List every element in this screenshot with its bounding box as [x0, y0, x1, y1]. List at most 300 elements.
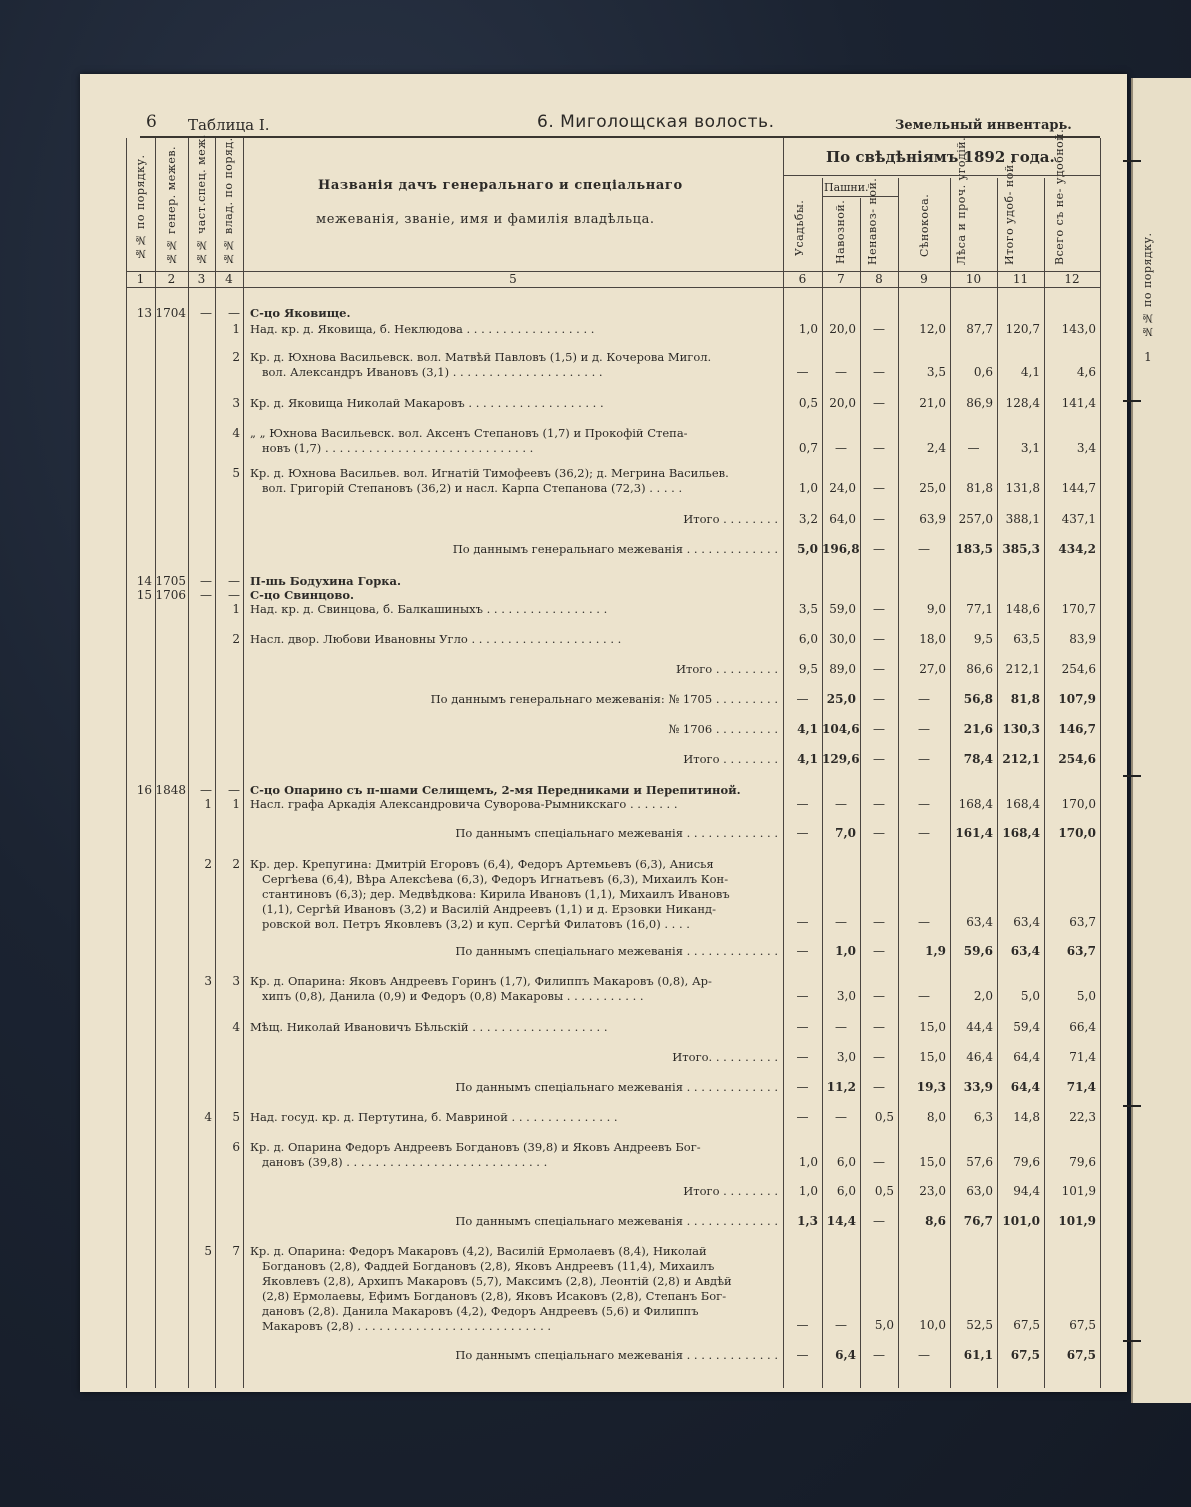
binding-mark	[1123, 1105, 1141, 1107]
adjacent-page	[1131, 78, 1191, 1403]
row-number: 14	[136, 574, 152, 588]
col-header-11: Итого удоб- ной.	[1003, 160, 1016, 265]
grid-line	[126, 287, 1100, 288]
column-number: 11	[1012, 272, 1029, 286]
owner-entry-line: Сергѣева (6,4), Вѣра Алексѣева (6,3), Федоръ Игнатьевъ (6,3), Михаилъ Кон-	[262, 872, 729, 886]
value-cell: —	[918, 826, 930, 840]
grid-line	[822, 196, 898, 197]
value-cell: 101,9	[1061, 1184, 1096, 1198]
value-cell: 86,9	[966, 396, 993, 410]
value-cell: 146,7	[1058, 722, 1096, 736]
subtotal-label: По даннымъ спеціальнаго межеванія . . . . . . . . . . . . .	[455, 1080, 778, 1094]
special-survey-number: 1	[204, 797, 212, 811]
value-cell: —	[835, 1020, 847, 1034]
value-cell: 20,0	[829, 322, 856, 336]
adjacent-col-label: №№ по порядку.	[1141, 232, 1154, 339]
value-cell: 0,5	[798, 396, 818, 410]
value-cell: 5,0	[874, 1318, 894, 1332]
value-cell: —	[796, 915, 809, 929]
value-cell: 25,0	[919, 481, 946, 495]
subtotal-label: По даннымъ генеральнаго межеванія: № 1705 . . . . . . . . .	[430, 692, 778, 706]
value-cell: 77,1	[966, 602, 993, 616]
value-cell: —	[873, 1020, 885, 1034]
owner-entry: Насл. графа Аркадія Александровича Суворова-Рымникскаго . . . . . . .	[250, 797, 678, 811]
value-cell: 170,0	[1058, 826, 1096, 840]
owner-entry-line: Яковлевъ (2,8), Архипъ Макаровъ (5,7), Максимъ (2,8), Леонтій (2,8) и Авдѣй	[262, 1274, 732, 1288]
adjacent-col-number: 1	[1144, 350, 1152, 364]
section-title: Земельный инвентарь.	[895, 118, 1072, 133]
grid-line	[860, 198, 861, 1388]
general-survey-number: 1848	[155, 783, 186, 797]
col-header-6: Усадьбы.	[793, 199, 806, 256]
owner-entry-line: (1,1), Сергѣй Ивановъ (3,2) и Василій Андреевъ (1,1) и д. Ерзовки Никанд-	[262, 902, 716, 916]
value-cell: 10,0	[919, 1318, 946, 1332]
value-cell: 79,6	[1013, 1155, 1040, 1169]
value-cell: 63,5	[1013, 632, 1040, 646]
value-cell: 1,9	[925, 944, 946, 958]
value-cell: 76,7	[963, 1214, 993, 1228]
owner-entry-line: Богдановъ (2,8), Фаддей Богдановъ (2,8), Яковъ Андреевъ (11,4), Михаилъ	[262, 1259, 715, 1273]
subtotal-label: Итого . . . . . . . . .	[675, 662, 778, 676]
value-cell: 61,1	[963, 1348, 993, 1362]
value-cell: 128,4	[1005, 396, 1040, 410]
value-cell: 4,1	[797, 752, 818, 766]
col-header-10: Лѣса и проч. угодій.	[955, 136, 968, 265]
grid-line	[1100, 138, 1101, 1388]
value-cell: 64,4	[1013, 1050, 1040, 1064]
binding-mark	[1123, 400, 1141, 402]
grid-line	[155, 138, 156, 1388]
value-cell: 57,6	[966, 1155, 993, 1169]
owner-entry: Над. кр. д. Яковища, б. Неклюдова . . . . . . . . . . . . . . . . . .	[250, 322, 595, 336]
grid-line	[126, 271, 1100, 272]
value-cell: —	[873, 512, 885, 526]
value-cell: —	[967, 441, 980, 455]
value-cell: —	[873, 441, 885, 455]
value-cell: —	[796, 1020, 809, 1034]
value-cell: 1,3	[797, 1214, 818, 1228]
value-cell: —	[918, 1348, 930, 1362]
grid-line	[188, 138, 189, 1388]
value-cell: 101,0	[1002, 1214, 1040, 1228]
owner-entry-line: ровской вол. Петръ Яковлевъ (3,2) и куп. Сергѣй Филатовъ (16,0) . . . .	[262, 917, 690, 931]
value-cell: 81,8	[1010, 692, 1040, 706]
col-header-9: Сѣнокоса.	[918, 193, 931, 257]
value-cell: 1,0	[798, 1155, 818, 1169]
value-cell: 81,8	[966, 481, 993, 495]
value-cell: 71,4	[1066, 1080, 1096, 1094]
owner-entry: „ „ Юхнова Васильевск. вол. Аксенъ Степановъ (1,7) и Прокофій Степа-	[250, 426, 688, 440]
value-cell: 3,0	[836, 989, 856, 1003]
value-cell: 0,7	[798, 441, 818, 455]
owner-number: —	[228, 783, 240, 797]
special-survey-number: 4	[204, 1110, 212, 1124]
owner-number: 1	[232, 797, 240, 811]
col-header-3: №№ част.спец. меж.	[195, 134, 208, 265]
value-cell: 6,0	[798, 632, 818, 646]
grid-line	[783, 175, 1100, 176]
owner-number: 1	[232, 322, 240, 336]
owner-number: 1	[232, 602, 240, 616]
subtotal-label: По даннымъ спеціальнаго межеванія . . . . . . . . . . . . .	[455, 1214, 778, 1228]
value-cell: —	[873, 481, 885, 495]
value-cell: 67,5	[1066, 1348, 1096, 1362]
column-number: 12	[1064, 272, 1080, 286]
owner-entry: Кр. д. Опарина Федоръ Андреевъ Богдановъ (39,8) и Яковъ Андреевъ Бог-	[250, 1140, 701, 1154]
value-cell: 67,5	[1069, 1318, 1096, 1332]
column-number: 6	[798, 272, 807, 286]
value-cell: 9,5	[973, 632, 993, 646]
column-number: 2	[167, 272, 176, 286]
estate-name: П-шь Бодухина Горка.	[250, 574, 401, 588]
page-number: 6	[146, 112, 157, 132]
estate-name: С-цо Свинцово.	[250, 588, 355, 602]
value-cell: 141,4	[1061, 396, 1096, 410]
value-cell: 148,6	[1005, 602, 1040, 616]
value-cell: 20,0	[829, 396, 856, 410]
col-header-8: Ненавоз- ной.	[866, 177, 879, 265]
value-cell: 168,4	[958, 797, 993, 811]
column-number: 4	[225, 272, 233, 286]
value-cell: 71,4	[1069, 1050, 1096, 1064]
col-header-12: Всего съ не- удобной.	[1053, 128, 1066, 265]
value-cell: 63,4	[1013, 915, 1040, 929]
value-cell: —	[796, 1348, 809, 1362]
owner-entry-line: (2,8) Ермолаевы, Ефимъ Богдановъ (2,8), Яковъ Исаковъ (2,8), Степанъ Бог-	[262, 1289, 727, 1303]
value-cell: —	[873, 826, 885, 840]
general-survey-number: 1706	[155, 588, 186, 602]
value-cell: 67,5	[1010, 1348, 1040, 1362]
general-survey-number: 1704	[155, 306, 186, 320]
owner-number: 2	[232, 857, 240, 871]
value-cell: 107,9	[1058, 692, 1096, 706]
estate-name: С-цо Яковище.	[250, 306, 351, 320]
value-cell: 143,0	[1061, 322, 1096, 336]
value-cell: —	[873, 322, 885, 336]
owner-entry-line: дановъ (2,8). Данила Макаровъ (4,2), Федоръ Андреевъ (5,6) и Филиппъ	[262, 1304, 699, 1318]
owner-entry-continued: хипъ (0,8), Данила (0,9) и Федоръ (0,8) Макаровы . . . . . . . . . . .	[262, 989, 644, 1003]
value-cell: 1,0	[835, 944, 856, 958]
column-number: 9	[920, 272, 928, 286]
value-cell: —	[918, 989, 930, 1003]
value-cell: 254,6	[1061, 662, 1096, 676]
value-cell: 83,9	[1069, 632, 1096, 646]
value-cell: —	[835, 441, 847, 455]
value-cell: 4,6	[1076, 365, 1096, 379]
owner-number: 4	[232, 426, 240, 440]
subtotal-label: № 1706 . . . . . . . . .	[668, 722, 778, 736]
value-cell: 27,0	[919, 662, 946, 676]
value-cell: 14,4	[826, 1214, 856, 1228]
grid-line	[215, 138, 216, 1388]
group-header: По свѣдѣніямъ 1892 года.	[826, 148, 1055, 166]
value-cell: 434,2	[1058, 542, 1096, 556]
value-cell: 168,4	[1005, 797, 1040, 811]
value-cell: 8,6	[925, 1214, 946, 1228]
value-cell: 0,6	[973, 365, 993, 379]
page-title: 6. Миголощская волость.	[537, 112, 775, 132]
owner-number: —	[228, 306, 240, 320]
grid-line	[126, 138, 127, 1388]
value-cell: —	[873, 365, 885, 379]
value-cell: 9,0	[926, 602, 946, 616]
special-survey-number: 5	[204, 1244, 212, 1258]
value-cell: 59,0	[829, 602, 856, 616]
owner-entry-line: стантиновъ (6,3); дер. Медвѣдкова: Кирила Ивановъ (1,1), Михаилъ Ивановъ	[262, 887, 730, 901]
value-cell: 21,6	[963, 722, 993, 736]
value-cell: 6,3	[973, 1110, 993, 1124]
value-cell: 30,0	[829, 632, 856, 646]
value-cell: 23,0	[919, 1184, 946, 1198]
value-cell: 21,0	[919, 396, 946, 410]
value-cell: —	[796, 365, 809, 379]
value-cell: 3,5	[926, 365, 946, 379]
col-header-5-line1: Названія дачъ генеральнаго и спеціальнаго	[318, 178, 683, 193]
table-label: Таблица I.	[188, 116, 270, 134]
grid-line	[243, 138, 244, 1388]
value-cell: 3,5	[798, 602, 818, 616]
value-cell: —	[918, 752, 930, 766]
value-cell: 63,7	[1066, 944, 1096, 958]
value-cell: —	[835, 915, 847, 929]
value-cell: —	[873, 1080, 885, 1094]
subtotal-label: Итого . . . . . . . .	[683, 1184, 778, 1198]
value-cell: 9,5	[798, 662, 818, 676]
grid-line	[822, 178, 823, 1388]
value-cell: —	[873, 915, 885, 929]
owner-number: 4	[232, 1020, 240, 1034]
column-number: 8	[875, 272, 883, 286]
value-cell: —	[873, 944, 885, 958]
special-survey-number: —	[200, 306, 212, 320]
pashni-header: Пашни.	[824, 181, 869, 194]
col-header-1: №№ по порядку.	[134, 154, 147, 261]
owner-entry: Мѣщ. Николай Ивановичъ Бѣльскій . . . . . . . . . . . . . . . . . . .	[250, 1020, 608, 1034]
owner-entry-line: Кр. д. Опарина: Федоръ Макаровъ (4,2), Василій Ермолаевъ (8,4), Николай	[250, 1244, 707, 1258]
value-cell: —	[918, 722, 930, 736]
value-cell: 89,0	[829, 662, 856, 676]
value-cell: —	[873, 1348, 885, 1362]
grid-line	[997, 178, 998, 1388]
value-cell: —	[796, 1318, 809, 1332]
value-cell: —	[918, 692, 930, 706]
value-cell: 183,5	[955, 542, 993, 556]
value-cell: 14,8	[1013, 1110, 1040, 1124]
value-cell: 131,8	[1005, 481, 1040, 495]
owner-number: 3	[232, 974, 240, 988]
value-cell: 6,0	[836, 1184, 856, 1198]
value-cell: —	[873, 1214, 885, 1228]
value-cell: 3,0	[836, 1050, 856, 1064]
value-cell: —	[835, 797, 847, 811]
value-cell: —	[796, 1080, 809, 1094]
owner-number: 5	[232, 466, 240, 480]
value-cell: 129,6	[822, 752, 860, 766]
value-cell: 0,5	[874, 1184, 894, 1198]
owner-entry: Над. госуд. кр. д. Пертутина, б. Мавриной . . . . . . . . . . . . . . .	[250, 1110, 618, 1124]
value-cell: —	[873, 797, 885, 811]
owner-entry-line: Макаровъ (2,8) . . . . . . . . . . . . . . . . . . . . . . . . . . .	[262, 1319, 552, 1333]
owner-entry: Кр. д. Юхнова Васильев. вол. Игнатій Тимофеевъ (36,2); д. Мегрина Васильев.	[250, 466, 729, 480]
value-cell: 56,8	[963, 692, 993, 706]
value-cell: 46,4	[966, 1050, 993, 1064]
value-cell: 63,4	[1010, 944, 1040, 958]
value-cell: 1,0	[798, 1184, 818, 1198]
value-cell: —	[873, 989, 885, 1003]
subtotal-label: По даннымъ спеціальнаго межеванія . . . . . . . . . . . . .	[455, 1348, 778, 1362]
value-cell: 64,4	[1010, 1080, 1040, 1094]
special-survey-number: —	[200, 574, 212, 588]
value-cell: —	[796, 1050, 809, 1064]
subtotal-label: Итого. . . . . . . . . .	[672, 1050, 778, 1064]
value-cell: 64,0	[829, 512, 856, 526]
col-header-7: Навозной.	[834, 199, 847, 264]
owner-entry: Над. кр. д. Свинцова, б. Балкашиныхъ . . . . . . . . . . . . . . . . .	[250, 602, 608, 616]
value-cell: 18,0	[919, 632, 946, 646]
value-cell: 52,5	[966, 1318, 993, 1332]
value-cell: 2,4	[926, 441, 946, 455]
value-cell: 130,3	[1002, 722, 1040, 736]
owner-number: 3	[232, 396, 240, 410]
value-cell: 104,6	[822, 722, 860, 736]
value-cell: 437,1	[1061, 512, 1096, 526]
column-number: 3	[197, 272, 206, 286]
row-number: 13	[136, 306, 152, 320]
value-cell: —	[873, 632, 885, 646]
value-cell: 1,0	[798, 322, 818, 336]
value-cell: —	[796, 692, 809, 706]
value-cell: 3,1	[1020, 441, 1040, 455]
value-cell: 170,0	[1061, 797, 1096, 811]
value-cell: —	[796, 944, 809, 958]
value-cell: 94,4	[1013, 1184, 1040, 1198]
value-cell: 3,2	[798, 512, 818, 526]
value-cell: 120,7	[1005, 322, 1040, 336]
value-cell: 257,0	[958, 512, 993, 526]
value-cell: 12,0	[919, 322, 946, 336]
owner-number: —	[228, 588, 240, 602]
value-cell: —	[873, 1050, 885, 1064]
value-cell: 8,0	[926, 1110, 946, 1124]
value-cell: 5,0	[1076, 989, 1096, 1003]
value-cell: 63,0	[966, 1184, 993, 1198]
general-survey-number: 1705	[155, 574, 186, 588]
value-cell: —	[873, 722, 885, 736]
owner-number: 5	[232, 1110, 240, 1124]
value-cell: —	[835, 365, 847, 379]
value-cell: 25,0	[826, 692, 856, 706]
value-cell: —	[835, 1110, 847, 1124]
owner-number: 7	[232, 1244, 240, 1258]
value-cell: 86,6	[966, 662, 993, 676]
value-cell: —	[873, 692, 885, 706]
column-number: 1	[136, 272, 145, 286]
value-cell: 170,7	[1061, 602, 1096, 616]
value-cell: 0,5	[874, 1110, 894, 1124]
value-cell: —	[873, 602, 885, 616]
binding-mark	[1123, 160, 1141, 162]
value-cell: 78,4	[963, 752, 993, 766]
owner-entry-continued: дановъ (39,8) . . . . . . . . . . . . . . . . . . . . . . . . . . . .	[262, 1155, 548, 1169]
value-cell: 254,6	[1058, 752, 1096, 766]
value-cell: 63,4	[966, 915, 993, 929]
value-cell: 87,7	[966, 322, 993, 336]
owner-entry: Кр. д. Яковища Николай Макаровъ . . . . . . . . . . . . . . . . . . .	[250, 396, 604, 410]
owner-entry: Насл. двор. Любови Ивановны Угло . . . . . . . . . . . . . . . . . . . . .	[250, 632, 622, 646]
column-number: 7	[837, 272, 845, 286]
value-cell: 44,4	[966, 1020, 993, 1034]
value-cell: —	[796, 797, 809, 811]
value-cell: 66,4	[1069, 1020, 1096, 1034]
value-cell: 168,4	[1002, 826, 1040, 840]
value-cell: —	[796, 1110, 809, 1124]
value-cell: 3,4	[1076, 441, 1096, 455]
value-cell: —	[873, 752, 885, 766]
grid-line	[783, 138, 784, 1388]
value-cell: —	[796, 826, 809, 840]
value-cell: 5,0	[1020, 989, 1040, 1003]
value-cell: 4,1	[1020, 365, 1040, 379]
value-cell: —	[918, 542, 930, 556]
owner-entry-line: Кр. дер. Крепугина: Дмитрій Егоровъ (6,4), Федоръ Артемьевъ (6,3), Анисья	[250, 857, 714, 871]
subtotal-label: По даннымъ генеральнаго межеванія . . . . . . . . . . . . .	[452, 542, 778, 556]
value-cell: 15,0	[919, 1155, 946, 1169]
value-cell: 196,8	[822, 542, 860, 556]
value-cell: —	[873, 1155, 885, 1169]
subtotal-label: По даннымъ спеціальнаго межеванія . . . . . . . . . . . . .	[455, 944, 778, 958]
special-survey-number: 3	[204, 974, 212, 988]
value-cell: —	[918, 915, 930, 929]
owner-entry: Кр. д. Юхнова Васильевск. вол. Матвѣй Павловъ (1,5) и д. Кочерова Мигол.	[250, 350, 712, 364]
binding-mark	[1123, 1340, 1141, 1342]
subtotal-label: Итого . . . . . . . .	[683, 752, 778, 766]
special-survey-number: —	[200, 783, 212, 797]
col-header-4: №№ влад. по поряд.	[222, 137, 235, 265]
value-cell: —	[835, 1318, 847, 1332]
subtotal-label: По даннымъ спеціальнаго межеванія . . . . . . . . . . . . .	[455, 826, 778, 840]
value-cell: 2,0	[973, 989, 993, 1003]
col-header-5-line2: межеванія, званіе, имя и фамилія владѣльца.	[316, 212, 655, 227]
owner-entry-continued: новъ (1,7) . . . . . . . . . . . . . . . . . . . . . . . . . . . . .	[262, 441, 534, 455]
value-cell: 33,9	[963, 1080, 993, 1094]
special-survey-number: —	[200, 588, 212, 602]
value-cell: 63,9	[919, 512, 946, 526]
binding-mark	[1123, 775, 1141, 777]
value-cell: 67,5	[1013, 1318, 1040, 1332]
value-cell: 7,0	[835, 826, 856, 840]
value-cell: 212,1	[1005, 662, 1040, 676]
owner-number: —	[228, 574, 240, 588]
value-cell: 11,2	[826, 1080, 856, 1094]
value-cell: 144,7	[1061, 481, 1096, 495]
row-number: 15	[136, 588, 152, 602]
owner-number: 2	[232, 632, 240, 646]
subtotal-label: Итого . . . . . . . .	[683, 512, 778, 526]
special-survey-number: 2	[204, 857, 212, 871]
estate-name: С-цо Опарино съ п-шами Селищемъ, 2-мя Передниками и Перепитиной.	[250, 783, 741, 797]
owner-entry: Кр. д. Опарина: Яковъ Андреевъ Горинъ (1,7), Филиппъ Макаровъ (0,8), Ар-	[250, 974, 712, 988]
value-cell: 19,3	[916, 1080, 946, 1094]
value-cell: 6,4	[835, 1348, 856, 1362]
value-cell: —	[796, 989, 809, 1003]
grid-line	[1044, 178, 1045, 1388]
owner-entry-continued: вол. Григорій Степановъ (36,2) и насл. Карпа Степанова (72,3) . . . . .	[262, 481, 683, 495]
value-cell: 63,7	[1069, 915, 1096, 929]
owner-number: 2	[232, 350, 240, 364]
value-cell: —	[873, 396, 885, 410]
value-cell: 5,0	[797, 542, 818, 556]
value-cell: 212,1	[1002, 752, 1040, 766]
